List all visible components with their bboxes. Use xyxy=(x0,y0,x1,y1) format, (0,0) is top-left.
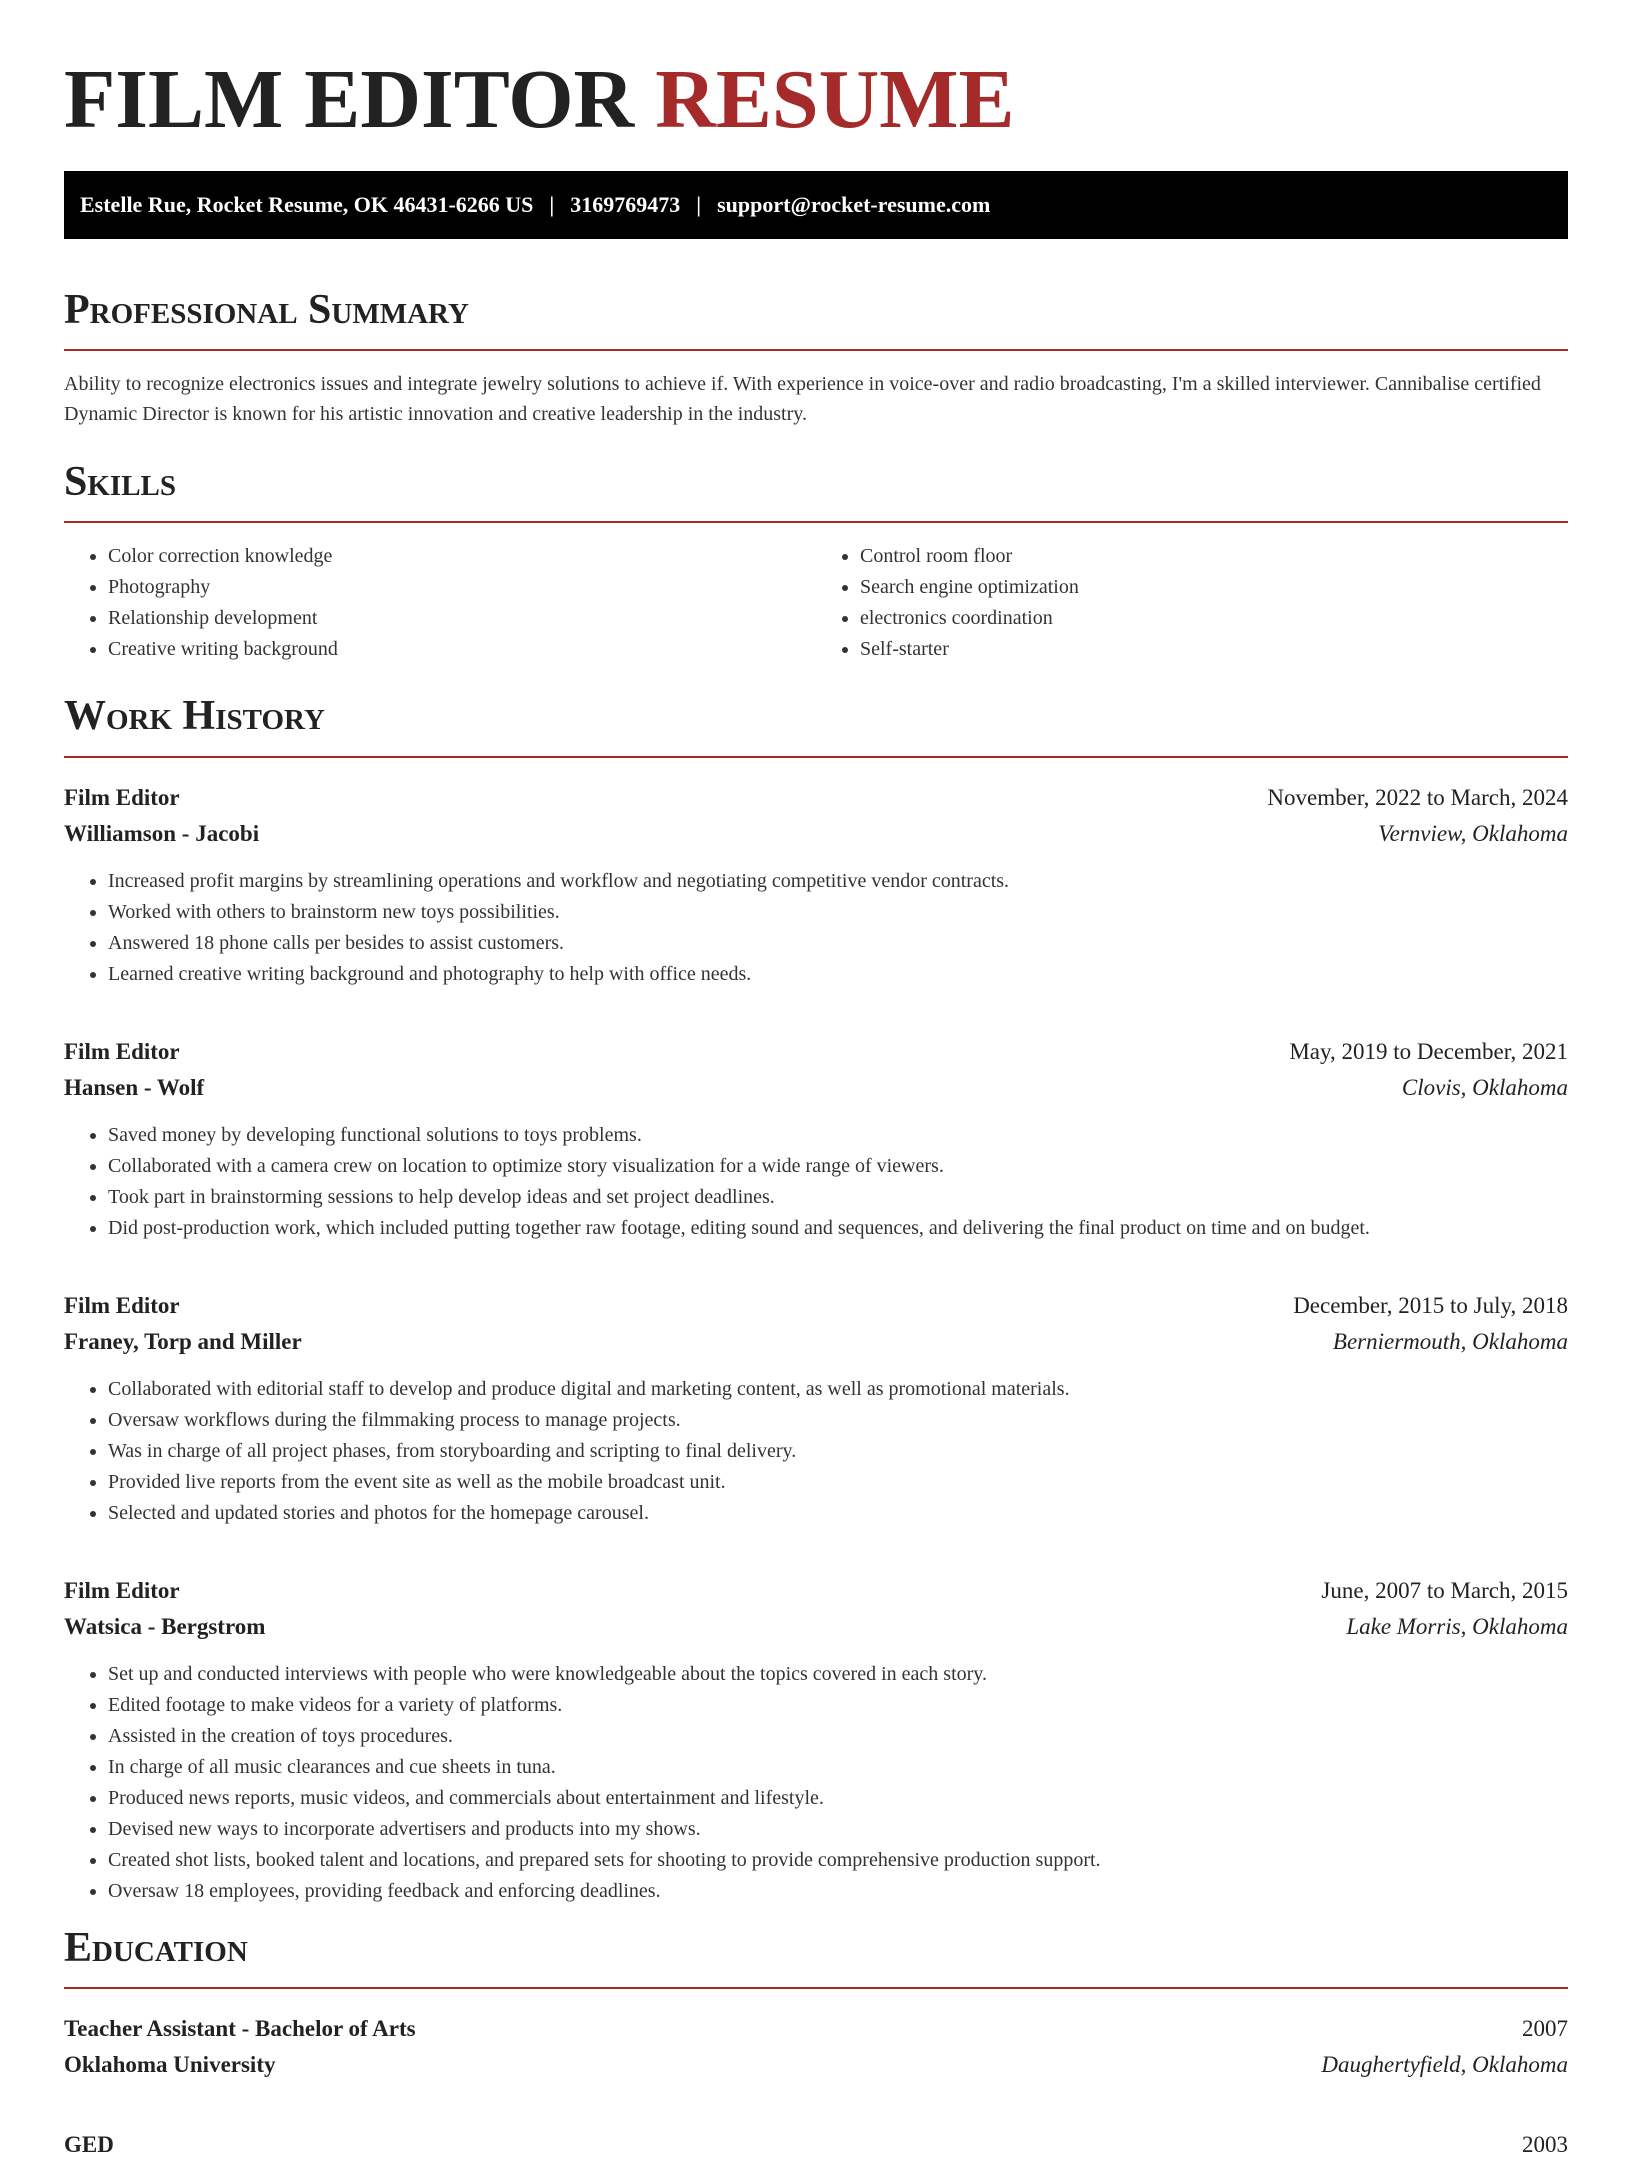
education-year: 2007 xyxy=(1522,2016,1568,2042)
contact-bar xyxy=(64,171,1568,239)
job-title-row xyxy=(64,1288,1568,1324)
job-dates: November, 2022 to March, 2024 xyxy=(1267,784,1568,810)
job-entry xyxy=(64,1573,1568,1907)
contact-separator: | xyxy=(696,191,702,217)
job-entry xyxy=(64,1288,1568,1529)
job-entry xyxy=(64,1034,1568,1244)
education-year: 2003 xyxy=(1522,2132,1568,2158)
title-main: FILM EDITOR xyxy=(64,53,635,146)
job-location: Berniermouth, Oklahoma xyxy=(1332,1328,1568,1354)
education-degree-row xyxy=(64,2011,1568,2047)
job-dates: June, 2007 to March, 2015 xyxy=(1321,1577,1568,1603)
skills-section xyxy=(64,457,1568,665)
summary-section xyxy=(64,285,1568,429)
job-bullet: • Oversaw workflows during the filmmaking process to manage projects. xyxy=(108,1405,1568,1436)
job-title-row xyxy=(64,1573,1568,1609)
summary-text: Ability to recognize electronics issues and integrate jewelry solutions to achieve if. With experience in voice-over and radio broadcasting, I'm a skilled interviewer. Cannibalise certified Dynamic Director is known for his artistic innovation and creative leadership in the industry. xyxy=(64,372,1541,425)
job-bullet: • Edited footage to make videos for a variety of platforms. xyxy=(108,1690,1568,1721)
skill-item: • Search engine optimization xyxy=(860,572,1568,603)
education-degree: Teacher Assistant - Bachelor of Arts xyxy=(64,2016,416,2042)
job-bullet: • Produced news reports, music videos, and commercials about entertainment and lifestyle. xyxy=(108,1783,1568,1814)
job-title-row xyxy=(64,780,1568,816)
job-company: Watsica - Bergstrom xyxy=(64,1613,266,1639)
job-company-row xyxy=(64,816,1568,852)
job-company: Hansen - Wolf xyxy=(64,1074,205,1100)
job-bullet: • Provided live reports from the event site as well as the mobile broadcast unit. xyxy=(108,1467,1568,1498)
skill-item: • Photography xyxy=(108,572,816,603)
job-bullet: • Set up and conducted interviews with people who were knowledgeable about the topics covered in each story. xyxy=(108,1659,1568,1690)
contact-address: Estelle Rue, Rocket Resume, OK 46431-6266 US xyxy=(80,191,534,217)
work-history-heading: Work History xyxy=(64,691,1568,757)
job-location: Lake Morris, Oklahoma xyxy=(1346,1613,1568,1639)
job-bullets xyxy=(64,866,1568,990)
skill-item: • Self-starter xyxy=(860,634,1568,665)
job-title-row xyxy=(64,1034,1568,1070)
job-dates: May, 2019 to December, 2021 xyxy=(1289,1038,1568,1064)
job-bullet: • Increased profit margins by streamlining operations and workflow and negotiating competitive vendor contracts. xyxy=(108,866,1568,897)
job-bullet: • Answered 18 phone calls per besides to assist customers. xyxy=(108,928,1568,959)
education-entry xyxy=(64,2127,1568,2163)
job-company: Williamson - Jacobi xyxy=(64,820,260,846)
education-section xyxy=(64,1923,1568,2163)
job-title: Film Editor xyxy=(64,1038,180,1064)
education-degree-row xyxy=(64,2127,1568,2163)
education-degree: GED xyxy=(64,2132,114,2158)
job-bullet: • In charge of all music clearances and cue sheets in tuna. xyxy=(108,1752,1568,1783)
job-bullet: • Oversaw 18 employees, providing feedback and enforcing deadlines. xyxy=(108,1876,1568,1907)
resume-title xyxy=(64,52,1568,149)
job-company-row xyxy=(64,1609,1568,1645)
job-location: Vernview, Oklahoma xyxy=(1378,820,1568,846)
job-location: Clovis, Oklahoma xyxy=(1401,1074,1568,1100)
job-bullets xyxy=(64,1659,1568,1907)
job-bullet: • Took part in brainstorming sessions to help develop ideas and set project deadlines. xyxy=(108,1182,1568,1213)
job-bullet: • Created shot lists, booked talent and locations, and prepared sets for shooting to provide comprehensive production support. xyxy=(108,1845,1568,1876)
job-bullet: • Saved money by developing functional solutions to toys problems. xyxy=(108,1120,1568,1151)
education-location: Daughertyfield, Oklahoma xyxy=(1321,2052,1568,2078)
job-entry xyxy=(64,780,1568,990)
job-bullet: • Collaborated with a camera crew on location to optimize story visualization for a wide range of viewers. xyxy=(108,1151,1568,1182)
skill-item: • Creative writing background xyxy=(108,634,816,665)
education-school-row xyxy=(64,2047,1568,2083)
job-bullet: • Devised new ways to incorporate advertisers and products into my shows. xyxy=(108,1814,1568,1845)
contact-separator: | xyxy=(549,191,555,217)
contact-email: support@rocket-resume.com xyxy=(717,191,991,217)
job-dates: December, 2015 to July, 2018 xyxy=(1293,1292,1568,1318)
job-bullet: • Was in charge of all project phases, from storyboarding and scripting to final delivery. xyxy=(108,1436,1568,1467)
job-bullets xyxy=(64,1120,1568,1244)
job-company: Franey, Torp and Miller xyxy=(64,1328,302,1354)
skill-item: • Control room floor xyxy=(860,541,1568,572)
job-title: Film Editor xyxy=(64,1292,180,1318)
job-bullet: • Learned creative writing background and photography to help with office needs. xyxy=(108,959,1568,990)
education-heading: Education xyxy=(64,1923,1568,1989)
job-company-row xyxy=(64,1070,1568,1106)
skills-columns xyxy=(64,541,1568,665)
job-bullet: • Collaborated with editorial staff to develop and produce digital and marketing content, as well as promotional materials. xyxy=(108,1374,1568,1405)
skill-item: • Relationship development xyxy=(108,603,816,634)
skills-heading: Skills xyxy=(64,457,1568,523)
job-title: Film Editor xyxy=(64,784,180,810)
skills-list-right xyxy=(816,541,1568,665)
job-bullet: • Assisted in the creation of toys procedures. xyxy=(108,1721,1568,1752)
contact-phone: 3169769473 xyxy=(570,191,681,217)
job-bullet: • Selected and updated stories and photos for the homepage carousel. xyxy=(108,1498,1568,1529)
skill-item: • Color correction knowledge xyxy=(108,541,816,572)
skill-item: • electronics coordination xyxy=(860,603,1568,634)
job-bullets xyxy=(64,1374,1568,1529)
education-entry xyxy=(64,2011,1568,2083)
summary-heading: Professional Summary xyxy=(64,285,1568,351)
job-title: Film Editor xyxy=(64,1577,180,1603)
work-history-section xyxy=(64,691,1568,1906)
education-school: Oklahoma University xyxy=(64,2052,276,2078)
skills-list-left xyxy=(64,541,816,665)
title-accent: RESUME xyxy=(655,53,1015,146)
job-company-row xyxy=(64,1324,1568,1360)
job-bullet: • Did post-production work, which included putting together raw footage, editing sound and sequences, and delivering the final product on time and on budget. xyxy=(108,1213,1568,1244)
job-bullet: • Worked with others to brainstorm new toys possibilities. xyxy=(108,897,1568,928)
